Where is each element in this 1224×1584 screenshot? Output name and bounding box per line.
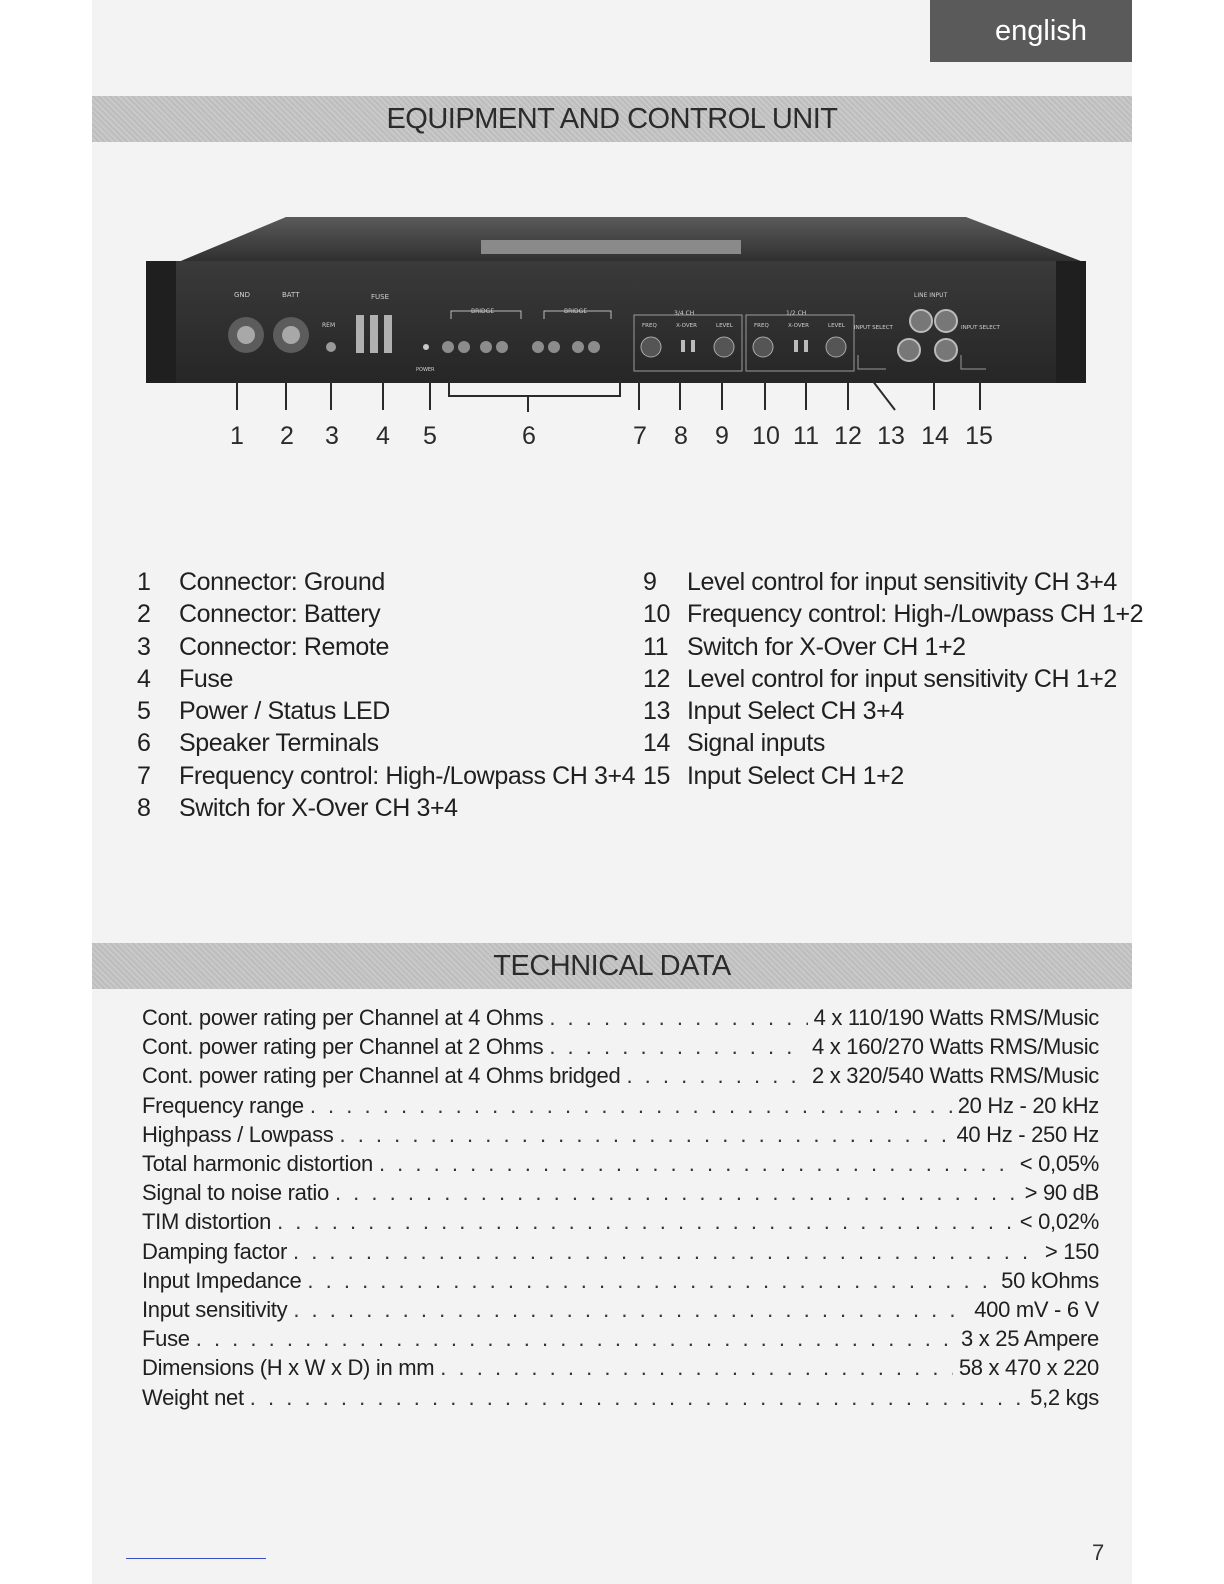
legend-item: 12 Level control for input sensitivity CH 1+2 <box>643 664 1117 693</box>
callout-9: 9 <box>715 422 729 450</box>
legend-item: 7 Frequency control: High-/Lowpass CH 3+4 <box>137 761 636 790</box>
freq-label-b: FREQ <box>754 323 769 329</box>
legend-item: 10 Frequency control: High-/Lowpass CH 1+2 <box>643 600 1144 629</box>
equipment-section-title: EQUIPMENT AND CONTROL UNIT <box>92 96 1132 142</box>
language-tab: english <box>930 0 1132 62</box>
spec-row: Total harmonic distortion . . . < 0,05% <box>142 1149 1099 1178</box>
legend-item: 3 Connector: Remote <box>137 632 389 661</box>
level-label-b: LEVEL <box>828 323 845 329</box>
legend-item: 13 Input Select CH 3+4 <box>643 697 904 726</box>
callout-14: 14 <box>921 422 949 450</box>
legend-item: 6 Speaker Terminals <box>137 729 379 758</box>
bridge-label-b: BRIDGE <box>564 308 588 315</box>
technical-section-title: TECHNICAL DATA <box>92 943 1132 989</box>
legend-item: 11 Switch for X-Over CH 1+2 <box>643 632 966 661</box>
freq-knob-12-icon <box>753 337 773 357</box>
spec-row: Fuse . . . 3 x 25 Ampere <box>142 1324 1099 1353</box>
callout-1: 1 <box>230 422 244 450</box>
spec-row: Input Impedance . . . 50 kOhms <box>142 1266 1099 1295</box>
ch12-label: 1/2 CH <box>786 310 807 317</box>
callout-11: 11 <box>793 422 819 450</box>
legend-item: 4 Fuse <box>137 664 233 693</box>
legend-item: 5 Power / Status LED <box>137 697 390 726</box>
xover-switch-12-icon <box>794 340 798 352</box>
spec-row: Input sensitivity . . . 400 mV - 6 V <box>142 1295 1099 1324</box>
line-input-label: LINE INPUT <box>914 292 948 299</box>
battery-terminal-icon <box>273 317 309 353</box>
spec-row: Cont. power rating per Channel at 4 Ohms bridged . . . 2 x 320/540 Watts RMS/Music <box>142 1061 1099 1090</box>
xover-switch-34-icon <box>681 340 685 352</box>
callout-3: 3 <box>325 422 339 450</box>
legend-item: 1 Connector: Ground <box>137 568 385 596</box>
legend-item: 9 Level control for input sensitivity CH 3+4 <box>643 568 1117 596</box>
spec-row: Signal to noise ratio . . . > 90 dB <box>142 1178 1099 1207</box>
callout-12: 12 <box>834 422 862 450</box>
page-number: 7 <box>1092 1540 1105 1565</box>
power-led-icon <box>423 344 429 350</box>
bridge-label-a: BRIDGE <box>471 308 495 315</box>
footer-divider <box>126 1558 266 1559</box>
callout-4: 4 <box>376 422 390 450</box>
callout-6: 6 <box>522 422 536 450</box>
spec-row: TIM distortion . . . < 0,02% <box>142 1207 1099 1236</box>
ground-terminal-icon <box>228 317 264 353</box>
batt-label: BATT <box>282 291 300 299</box>
callout-15: 15 <box>965 422 993 450</box>
level-knob-34-icon <box>714 337 734 357</box>
amplifier-panel-photo <box>146 215 1096 390</box>
spec-row: Frequency range . . . 20 Hz - 20 kHz <box>142 1091 1099 1120</box>
spec-row: Damping factor . . . > 150 <box>142 1237 1099 1266</box>
gnd-label: GND <box>234 291 251 299</box>
spec-row: Cont. power rating per Channel at 4 Ohms . . . 4 x 110/190 Watts RMS/Music <box>142 1003 1099 1032</box>
ch34-label: 3/4 CH <box>674 310 695 317</box>
callout-10: 10 <box>752 422 780 450</box>
legend-item: 14 Signal inputs <box>643 729 825 758</box>
callout-5: 5 <box>423 422 437 450</box>
legend-item: 15 Input Select CH 1+2 <box>643 761 904 790</box>
input-select-label-a: INPUT SELECT <box>854 325 893 331</box>
rem-label: REM <box>322 322 336 329</box>
legend-list-left <box>137 566 637 824</box>
freq-label-a: FREQ <box>642 323 657 329</box>
callout-13: 13 <box>877 422 905 450</box>
spec-row: Highpass / Lowpass . . . 40 Hz - 250 Hz <box>142 1120 1099 1149</box>
callout-8: 8 <box>674 422 688 450</box>
power-label: POWER <box>416 367 435 373</box>
legend-item: 8 Switch for X-Over CH 3+4 <box>137 794 458 823</box>
fuse-label: FUSE <box>371 293 390 301</box>
spec-row: Cont. power rating per Channel at 2 Ohms . . . 4 x 160/270 Watts RMS/Music <box>142 1032 1099 1061</box>
freq-knob-34-icon <box>641 337 661 357</box>
technical-data-list <box>142 1003 1099 1412</box>
spec-row: Dimensions (H x W x D) in mm . . . 58 x 470 x 220 <box>142 1353 1099 1382</box>
callout-leader-lines <box>0 378 1224 418</box>
level-label-a: LEVEL <box>716 323 733 329</box>
input-select-label-b: INPUT SELECT <box>961 325 1000 331</box>
callout-7: 7 <box>633 422 647 450</box>
legend-item: 2 Connector: Battery <box>137 600 381 629</box>
callout-2: 2 <box>280 422 294 450</box>
xover-label-a: X-OVER <box>676 323 697 329</box>
remote-terminal-icon <box>326 342 336 352</box>
xover-label-b: X-OVER <box>788 323 809 329</box>
spec-row: Weight net . . . 5,2 kgs <box>142 1383 1099 1412</box>
level-knob-12-icon <box>826 337 846 357</box>
legend-list-right <box>643 566 1144 792</box>
fuse-icon <box>356 315 392 353</box>
